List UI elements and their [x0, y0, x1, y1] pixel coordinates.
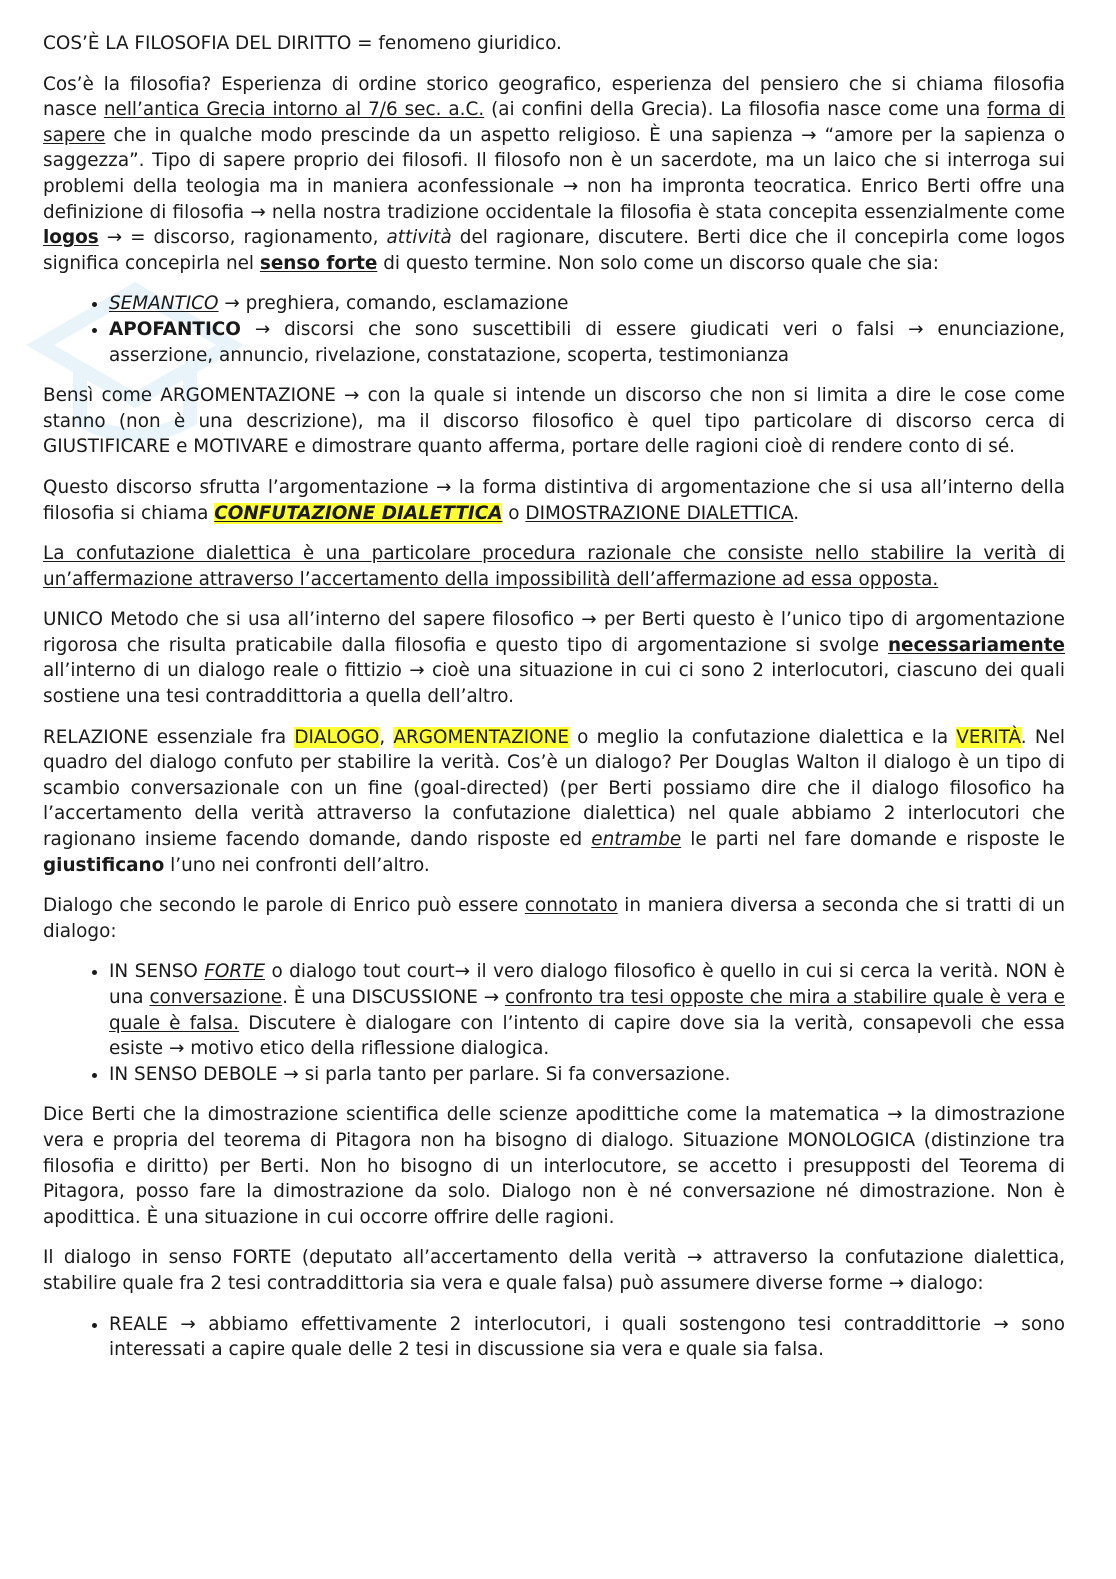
- list-item: • IN SENSO DEBOLE → si parla tanto per parlare. Si fa conversazione.: [109, 1062, 1065, 1088]
- paragraph-unico-metodo: UNICO Metodo che si usa all’interno del sapere filosofico → per Berti questo è l’unico tipo di argomentazione rigorosa che risulta praticabile dalla filosofia e questo tipo di argomentazione si svolge necessariamente all’interno di un dialogo reale o fittizio → cioè una situazione in cui ci sono 2 interlocutori, ciascuno dei quali sostiene una tesi contraddittoria a quella dell’altro.: [43, 609, 1065, 708]
- paragraph-dialogo: Dialogo che secondo le parole di Enrico può essere connotato in maniera diversa a seconda che si tratti di un dialogo:: [43, 895, 1066, 942]
- list-item: • IN SENSO FORTE o dialogo tout court→ il vero dialogo filosofico è quello in cui si cerca la verità. NON è una conversazione. È una DISCUSSIONE → confronto tra tesi opposte che mira a stabilire quale è vera e quale è falsa. Discutere è dialogare con l’intento di capire dove sia la verità, consapevoli che essa esiste → motivo etico della riflessione dialogica.: [109, 959, 1065, 1061]
- list-item: • REALE → abbiamo effettivamente 2 interlocutori, i quali sostengono tesi contraddittorie → sono interessati a capire quale delle 2 tesi in discussione sia vera e quale sia falsa.: [109, 1312, 1065, 1363]
- document-title: COS’È LA FILOSOFIA DEL DIRITTO = fenomeno giuridico.: [43, 33, 562, 54]
- paragraph-relazione: RELAZIONE essenziale fra DIALOGO, ARGOMENTAZIONE o meglio la confutazione dialettica e la VERITÀ. Nel quadro del dialogo confuto per stabilire la verità. Cos’è un dialogo? Per Douglas Walton il dialogo è un tipo di scambio conversazionale con un fine (goal-directed) (per Berti possiamo dire che il dialogo filosofico ha l’accertamento della verità attraverso la confutazione dialettica) nel quale abbiamo 2 interlocutori che ragionano insieme facendo domande, dando risposte ed entrambe le parti nel fare domande e risposte le giustificano l’uno nei confronti dell’altro.: [43, 726, 1065, 876]
- paragraph-filosofia: Cos’è la filosofia? Esperienza di ordine storico geografico, esperienza del pensiero che si chiama filosofia nasce nell’antica Grecia intorno al 7/6 sec. a.C. (ai confini della Grecia). La filosofia nasce come una forma di sapere che in qualche modo prescinde da un aspetto religioso. È una sapienza → “amore per la sapienza o saggezza”. Tipo di sapere proprio dei filosofi. Il filosofo non è un sacerdote, ma un laico che si interroga sui problemi della teologia ma in maniera aconfessionale → non ha impronta teocratica. Enrico Berti offre una definizione di filosofia → nella nostra tradizione occidentale la filosofia è stata concepita essenzialmente come logos → = discorso, ragionamento, attività del ragionare, discutere. Berti dice che il concepirla come logos significa concepirla nel senso forte di questo termine. Non solo come un discorso quale che sia:: [43, 73, 1065, 274]
- paragraph-dimostrazione: Dice Berti che la dimostrazione scientifica delle scienze apodittiche come la matematica → la dimostrazione vera e propria del teorema di Pitagora non ha bisogno di dialogo. Situazione MONOLOGICA (distinzione tra filosofia e diritto) per Berti. Non ho bisogno di un interlocutore, se accetto i presupposti del Teorema di Pitagora, posso fare la dimostrazione da solo. Dialogo non è né conversazione né dimostrazione. Non è apodittica. È una situazione in cui occorre offrire delle ragioni.: [43, 1104, 1065, 1228]
- list-discorsi: [43, 291, 1065, 368]
- paragraph-senso-forte: Il dialogo in senso FORTE (deputato all’accertamento della verità → attraverso la confutazione dialettica, stabilire quale fra 2 tesi contraddittoria sia vera e quale falsa) può assumere diverse forme → dialogo:: [43, 1247, 1065, 1294]
- list-forme: [43, 1312, 1065, 1363]
- paragraph-argomentazione: Bensì come ARGOMENTAZIONE → con la quale si intende un discorso che non si limita a dire le cose come stanno (non è una descrizione), ma il discorso filosofico è quel tipo particolare di discorso cerca di GIUSTIFICARE e MOTIVARE e dimostrare quanto afferma, portare delle ragioni cioè di rendere conto di sé.: [43, 385, 1065, 458]
- document-page: [43, 31, 1065, 1378]
- paragraph-confutazione-def: La confutazione dialettica è una particolare procedura razionale che consiste nello stabilire la verità di un’affermazione attraverso l’accertamento della impossibilità dell’affermazione ad essa opposta.: [43, 543, 1065, 590]
- list-item: • APOFANTICO → discorsi che sono suscettibili di essere giudicati veri o falsi → enunciazione, asserzione, annuncio, rivelazione, constatazione, scoperta, testimonianza: [109, 317, 1065, 368]
- paragraph-confutazione-intro: Questo discorso sfrutta l’argomentazione → la forma distintiva di argomentazione che si usa all’interno della filosofia si chiama CONFUTAZIONE DIALETTICA o DIMOSTRAZIONE DIALETTICA.: [43, 476, 1065, 524]
- list-item: • SEMANTICO → preghiera, comando, esclamazione: [109, 291, 1065, 317]
- list-sensi: [43, 959, 1065, 1087]
